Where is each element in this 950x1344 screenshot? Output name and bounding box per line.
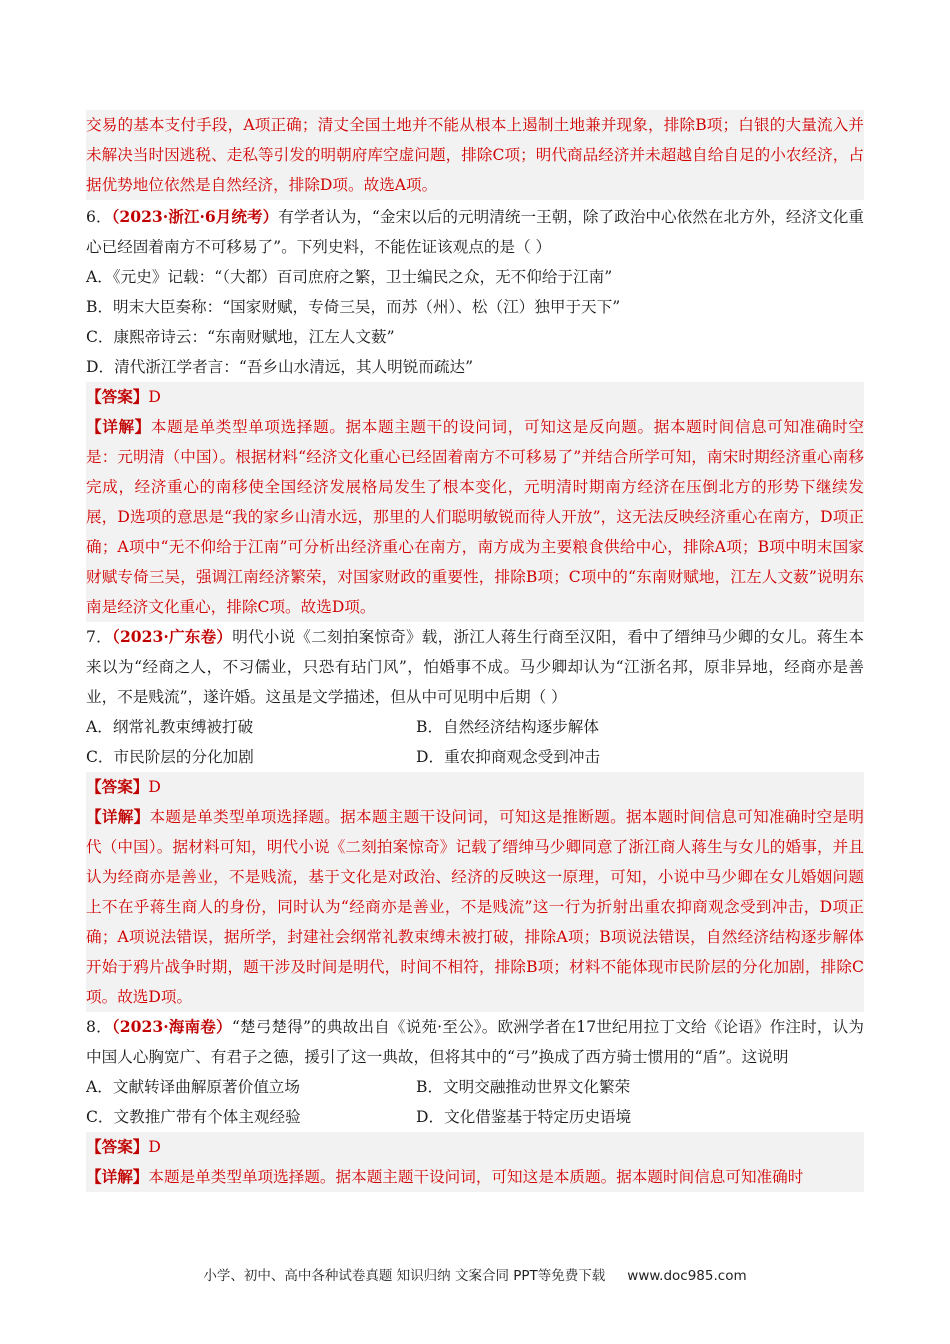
previous-explanation: 交易的基本支付手段，A项正确；清丈全国土地并不能从根本上遏制土地兼并现象，排除B项；白银的大量流入并未解决当时因逃税、走私等引发的明朝府库空虚问题，排除C项；明代商品经济并未超越自给自足的小农经济，占据优势地位依然是自然经济，排除D项。故选A项。 [86, 110, 864, 200]
detail-text: 本题是单类型单项选择题。据本题主题干设问词，可知这是推断题。据本题时间信息可知准确时空是明代（中国）。据材料可知，明代小说《二刻拍案惊奇》记载了缙绅马少卿同意了浙江商人蒋生与女儿的婚事，并且认为经商亦是善业，不是贱流，基于文化是对政治、经济的反映这一原理，可知，小说中马少卿在女儿婚姻问题上不在乎蒋生商人的身份，同时认为“经商亦是善业，不是贱流”这一行为折射出重农抑商观念受到冲击，D项正确；A项说法错误，据所学，封建社会纲常礼教束缚未被打破，排除A项；B项说法错误，自然经济结构逐步解体开始于鸦片战争时期，题干涉及时间是明代，时间不相符，排除B项；材料不能体现市民阶层的分化加剧，排除C项。故选D项。 [86, 808, 864, 1006]
footer-link[interactable]: www.doc985.com [627, 1268, 747, 1284]
detail-line [86, 1162, 864, 1192]
option-c: C．市民阶层的分化加剧 [86, 748, 254, 766]
detail-tag: 【详解】 [86, 1167, 149, 1186]
question-text: “楚弓楚得”的典故出自《说苑·至公》。欧洲学者在17世纪用拉丁文给《论语》作注时，认为中国人心胸宽广、有君子之德，援引了这一典故，但将其中的“弓”换成了西方骑士惯用的“盾”。这说明 [86, 1018, 865, 1066]
question-number: 7． [86, 628, 112, 646]
answer-tag: 【答案】 [86, 387, 149, 406]
detail-tag: 【详解】 [86, 417, 151, 436]
answer-tag: 【答案】 [86, 1137, 149, 1156]
option-c: C．文教推广带有个体主观经验 [86, 1108, 301, 1126]
answer-block [86, 382, 864, 622]
answer-line [86, 1132, 864, 1162]
question-source: （2023·海南卷） [111, 1017, 232, 1036]
option-b: B．明末大臣奏称：“国家财赋，专倚三吴，而苏（州）、松（江）独甲于天下” [86, 298, 621, 316]
question-7 [86, 622, 864, 1012]
page-footer [0, 1264, 950, 1284]
option-d: D．文化借鉴基于特定历史语境 [416, 1108, 632, 1126]
option-a: A．纲常礼教束缚被打破 [86, 718, 254, 736]
question-number: 6． [86, 208, 112, 226]
answer-line [86, 772, 864, 802]
question-stem [86, 202, 864, 262]
answer-line [86, 382, 864, 412]
detail-tag: 【详解】 [86, 807, 150, 826]
question-source: （2023·浙江·6月统考） [111, 207, 279, 226]
question-text: 有学者认为，“金宋以后的元明清统一王朝，除了政治中心依然在北方外，经济文化重心已经固着南方不可移易了”。下列史料，不能佐证该观点的是（ ） [86, 208, 864, 256]
question-source: （2023·广东卷） [111, 627, 233, 646]
option-a: A．文献转译曲解原著价值立场 [86, 1078, 300, 1096]
answer-value: D [148, 388, 161, 406]
answer-value: D [148, 778, 161, 796]
option-c: C．康熙帝诗云：“东南财赋地，江左人文薮” [86, 328, 395, 346]
document-body [86, 110, 864, 1192]
detail-text: 本题是单类型单项选择题。据本题主题干的设问词，可知这是反向题。据本题时间信息可知准确时空是：元明清（中国）。根据材料“经济文化重心已经固着南方不可移易了”并结合所学可知，南宋时期经济重心南移完成，经济重心的南移使全国经济发展格局发生了根本变化，元明清时期南方经济在压倒北方的形势下继续发展，D选项的意思是“我的家乡山清水远，那里的人们聪明敏锐而待人开放”，这无法反映经济重心在南方，D项正确；A项中“无不仰给于江南”可分析出经济重心在南方，南方成为主要粮食供给中心，排除A项；B项中明末国家财赋专倚三吴，强调江南经济繁荣，对国家财政的重要性，排除B项；C项中的“东南财赋地，江左人文薮”说明东南是经济文化重心，排除C项。故选D项。 [86, 418, 864, 616]
option-d: D．重农抑商观念受到冲击 [416, 748, 601, 766]
answer-value: D [148, 1138, 161, 1156]
option-a: A．《元史》记载：“（大都）百司庶府之繁，卫士编民之众，无不仰给于江南” [86, 268, 613, 286]
question-stem [86, 622, 864, 712]
option-d: D．清代浙江学者言：“吾乡山水清远，其人明锐而疏达” [86, 358, 474, 376]
answer-block [86, 1132, 864, 1192]
answer-block [86, 772, 864, 1012]
detail-line [86, 412, 864, 622]
question-stem [86, 1012, 864, 1072]
footer-text: 小学、初中、高中各种试卷真题 知识归纳 文案合同 PPT等免费下载 [203, 1268, 606, 1284]
question-text: 明代小说《二刻拍案惊奇》载，浙江人蒋生行商至汉阳，看中了缙绅马少卿的女儿。蒋生本来以为“经商之人，不习儒业，只恐有玷门风”，怕婚事不成。马少卿却认为“江浙名邦，原非异地，经商亦是善业，不是贱流”，遂许婚。这虽是文学描述，但从中可见明中后期（ ） [86, 628, 865, 706]
option-b: B．文明交融推动世界文化繁荣 [416, 1078, 631, 1096]
answer-tag: 【答案】 [86, 777, 149, 796]
question-8 [86, 1012, 864, 1192]
detail-text: 本题是单类型单项选择题。据本题主题干设问词，可知这是本质题。据本题时间信息可知准确时 [148, 1168, 804, 1186]
question-6 [86, 202, 864, 622]
question-number: 8． [86, 1018, 112, 1036]
option-b: B．自然经济结构逐步解体 [416, 718, 599, 736]
detail-line [86, 802, 864, 1012]
